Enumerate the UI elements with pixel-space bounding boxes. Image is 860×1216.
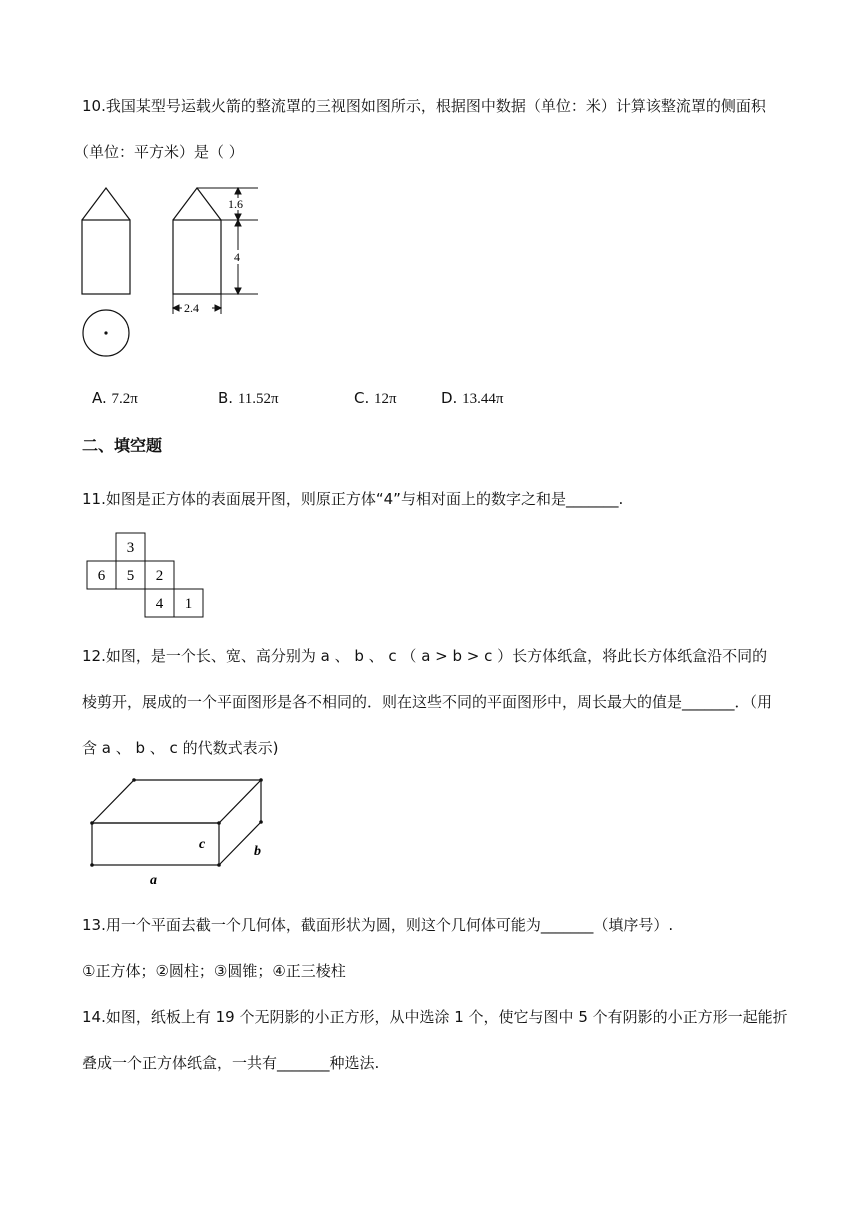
section-title: 二、填空题 bbox=[82, 436, 163, 455]
net-face-bottom: 4 bbox=[155, 596, 164, 612]
label-a: a bbox=[150, 873, 157, 888]
option-a-letter: A. bbox=[92, 389, 107, 407]
q10-text-line2: （单位：平方米）是（ ） bbox=[74, 143, 244, 161]
q14-text-line1: 14.如图，纸板上有 19 个无阴影的小正方形，从中选涂 1 个，使它与图中 5 个有阴影的小正方形一起能折 bbox=[82, 1008, 788, 1026]
option-d-letter: D. bbox=[441, 389, 458, 407]
net-face-bottom-right: 1 bbox=[184, 596, 193, 612]
dim-width-label: 2.4 bbox=[184, 301, 199, 315]
q12-cuboid-figure bbox=[84, 772, 274, 892]
side-view bbox=[173, 188, 221, 294]
net-face-left: 6 bbox=[97, 568, 106, 584]
net-face-top: 3 bbox=[126, 540, 135, 556]
label-b: b bbox=[254, 844, 261, 859]
q10-text-line1: 10.我国某型号运载火箭的整流罩的三视图如图所示，根据图中数据（单位：米）计算该整流罩的侧面积 bbox=[82, 97, 766, 115]
q11-text: 11.如图是正方体的表面展开图，则原正方体“4”与相对面上的数字之和是_______. bbox=[82, 490, 624, 508]
option-c-letter: C. bbox=[354, 389, 370, 407]
net-face-center: 5 bbox=[126, 568, 135, 584]
option-b-value: 11.52π bbox=[237, 391, 279, 407]
q12-text-line2: 棱剪开，展成的一个平面图形是各不相同的．则在这些不同的平面图形中，周长最大的值是_______．（用 bbox=[82, 693, 773, 711]
q12-text-line1: 12.如图，是一个长、宽、高分别为 a 、 b 、 c （ a > b > c ）长方体纸盒，将此长方体纸盒沿不同的 bbox=[82, 647, 768, 665]
q10-three-view-figure bbox=[76, 180, 276, 360]
q13-text-line2: ①正方体；②圆柱；③圆锥；④正三棱柱 bbox=[82, 962, 346, 980]
option-d-value: 13.44π bbox=[462, 391, 504, 407]
label-c: c bbox=[199, 837, 206, 852]
q13-text-line1: 13.用一个平面去截一个几何体，截面形状为圆，则这个几何体可能为_______（填序号）. bbox=[82, 916, 674, 934]
q12-text-line3: 含 a 、 b 、 c 的代数式表示) bbox=[82, 739, 279, 757]
top-view bbox=[83, 310, 129, 356]
front-view bbox=[82, 188, 130, 294]
option-c-value: 12π bbox=[374, 391, 397, 407]
q11-cube-net bbox=[86, 532, 206, 622]
q14-text-line2: 叠成一个正方体纸盒，一共有_______种选法. bbox=[82, 1054, 380, 1072]
dim-body-label: 4 bbox=[234, 250, 240, 264]
option-c[interactable] bbox=[354, 389, 397, 408]
option-b-letter: B. bbox=[218, 389, 234, 407]
option-a-value: 7.2π bbox=[111, 391, 138, 407]
option-b[interactable] bbox=[218, 389, 279, 408]
dim-top-label: 1.6 bbox=[228, 197, 243, 211]
net-face-right: 2 bbox=[155, 568, 164, 584]
option-a[interactable] bbox=[92, 389, 138, 408]
option-d[interactable] bbox=[441, 389, 503, 408]
